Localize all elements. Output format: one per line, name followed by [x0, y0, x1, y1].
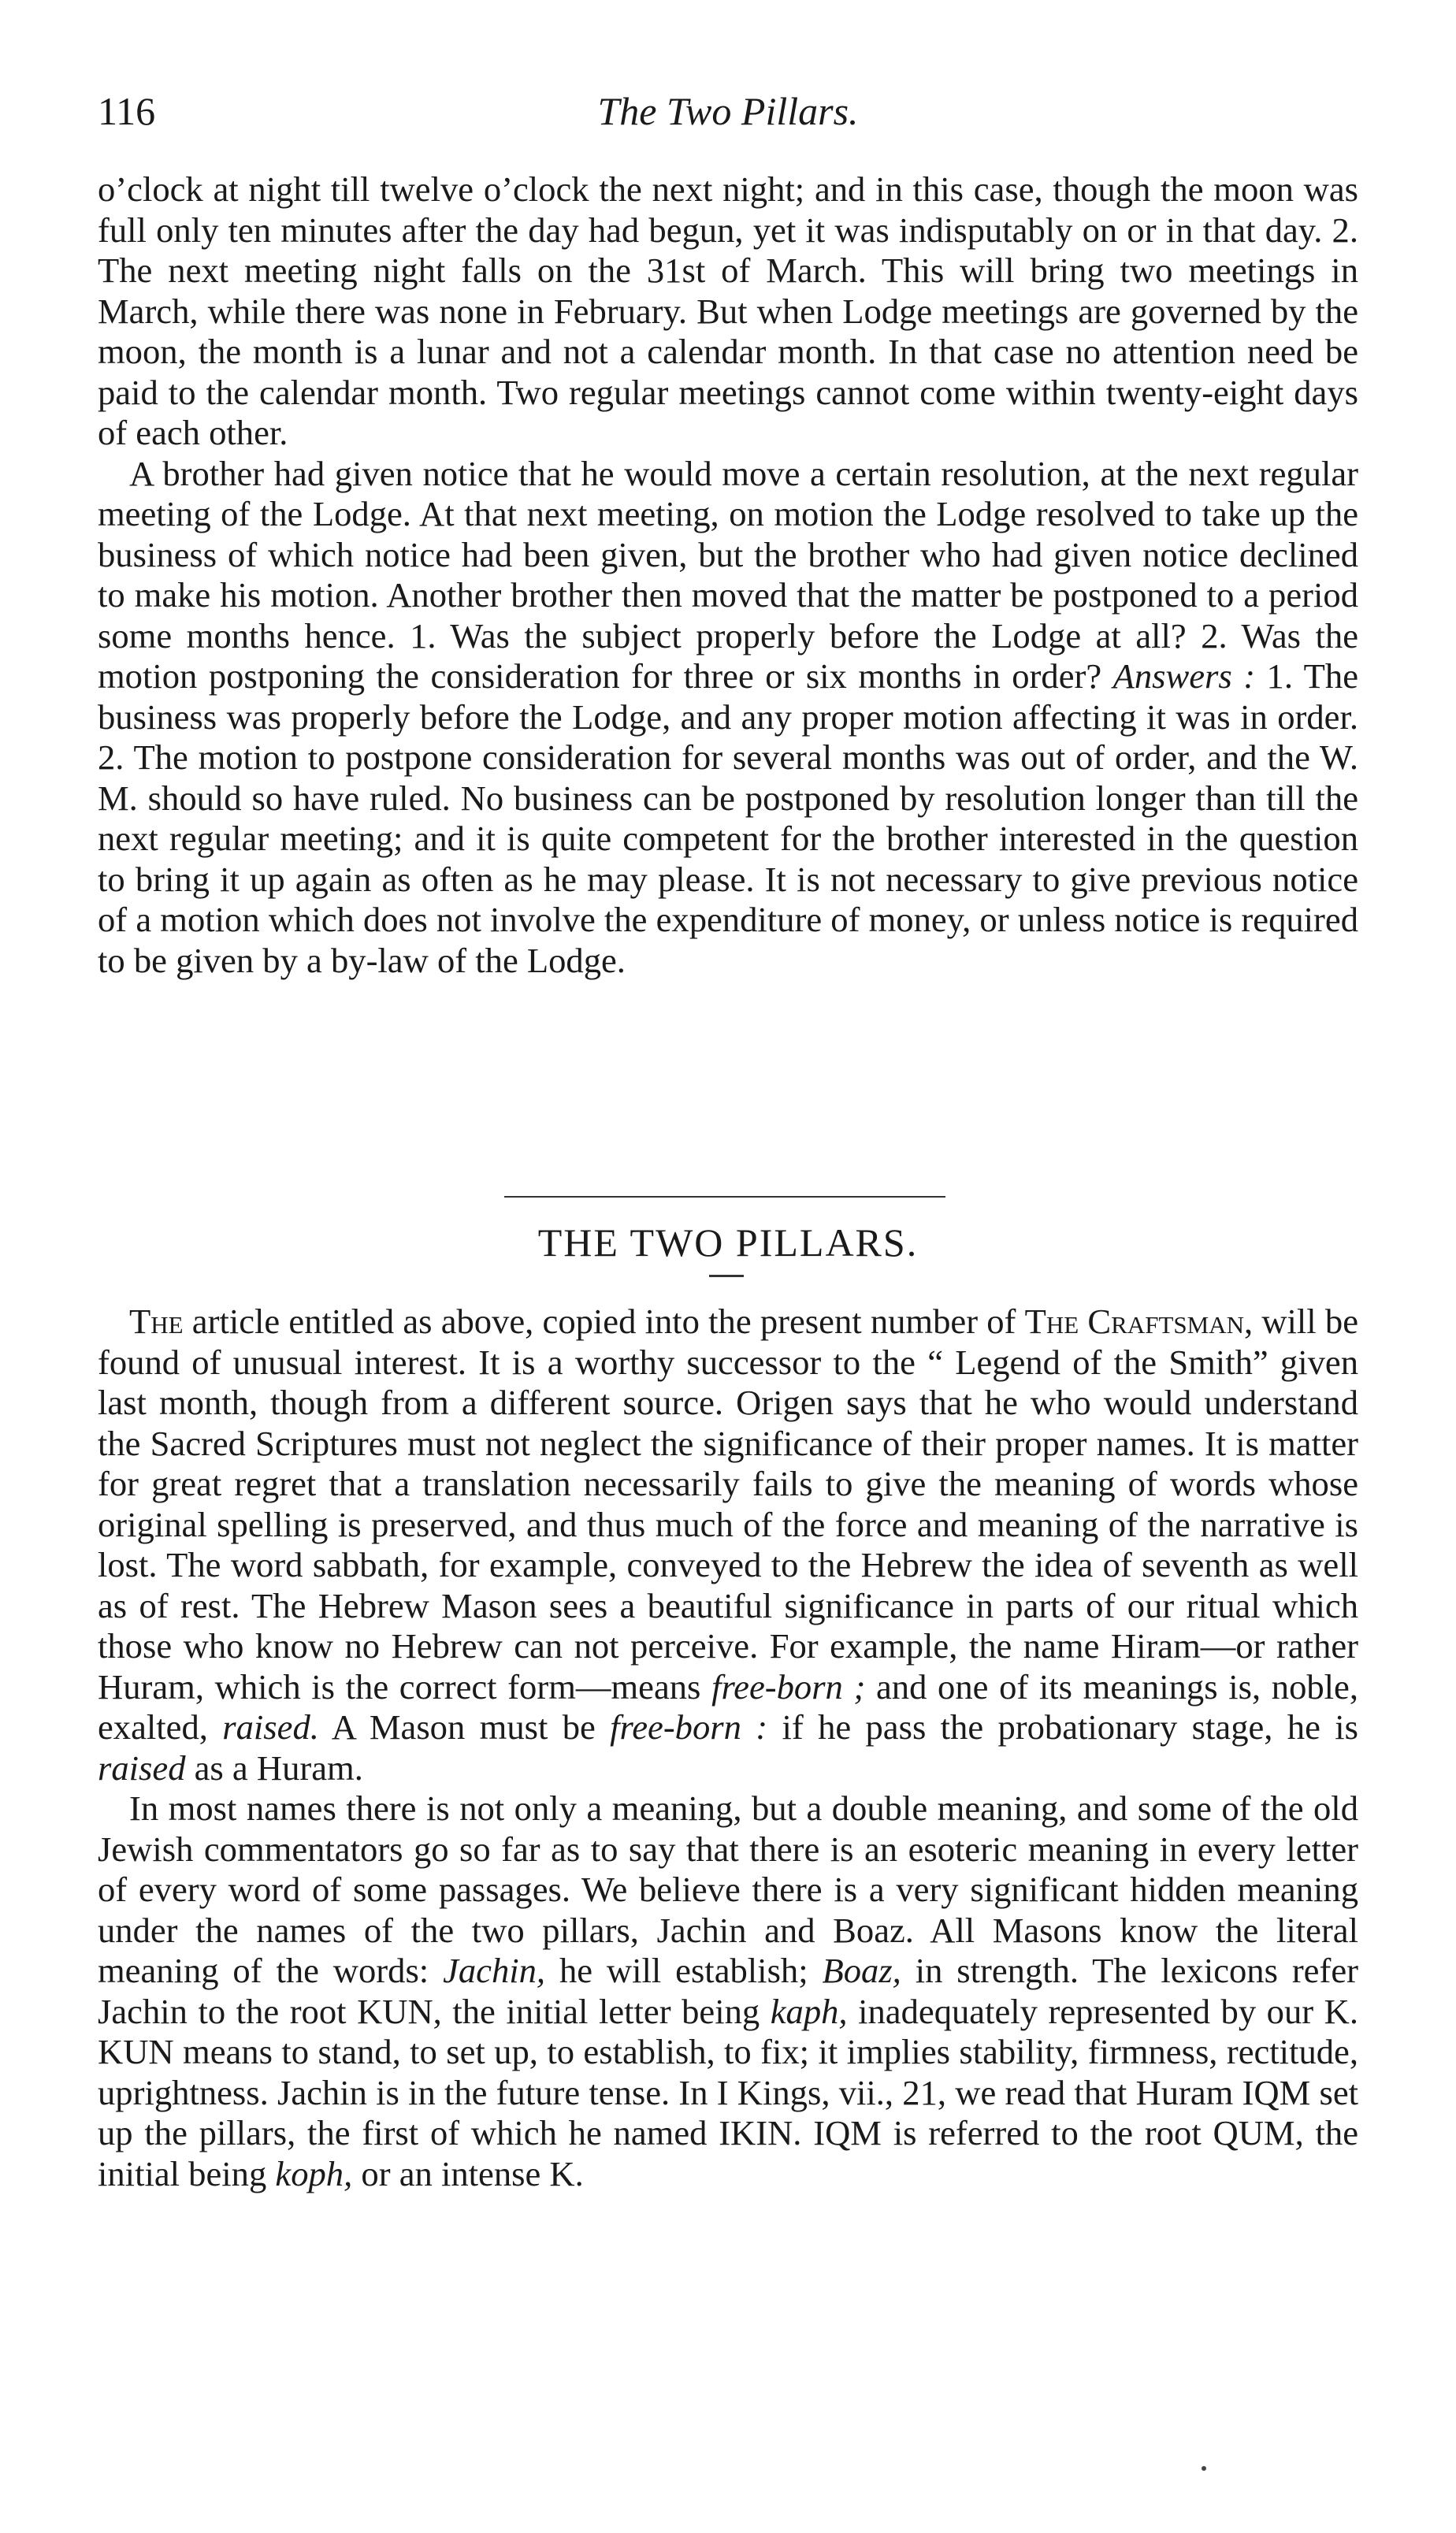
italic-term: raised: [98, 1747, 186, 1788]
paragraph-text: inadequately represented by our K. KUN means to stand, to set up, to establish, to fix; it implies stability, firmness, rectitude, uprightness. Jachin is in the future tense. In I Kings, vii., 21, we read that Huram IQM set up the pillars, the first of which he named IKIN. IQM is referred to the root QUM, the initial being: [98, 1991, 1358, 2193]
paragraph-text: and one of its meanings is, noble, exalted,: [98, 1666, 1358, 1747]
italic-term: Boaz,: [822, 1951, 901, 1990]
continued-section: [98, 169, 1358, 981]
italic-term: raised.: [222, 1707, 319, 1747]
article-body: [98, 1302, 1358, 2194]
paragraph-text: as a Huram.: [194, 1747, 363, 1788]
page-number: 116: [98, 89, 156, 133]
italic-term: koph,: [275, 2153, 353, 2193]
italic-term: free-born ;: [711, 1666, 866, 1707]
running-head: [98, 88, 1358, 151]
paragraph-text: if he pass the probationary stage, he is: [782, 1707, 1358, 1747]
print-speck: [1202, 2466, 1206, 2471]
paragraph-text: article entitled as above, copied into the present number of: [191, 1302, 1016, 1341]
paragraph-text: In most names there is not only a meaning, but a double meaning, and some of the old Jewish commentators go so far as to say that there is an esoteric meaning in every letter of every word of some passages. We believe there is a very significant hidden meaning under the names of the two pillars, Jachin and Boaz. All Masons know the literal meaning of the words:: [98, 1788, 1358, 1990]
paragraph: [98, 454, 1358, 982]
paragraph-text: o’clock at night till twelve o’clock the next night; and in this case, though the moon was full only ten minutes after the day had begun, yet it was indisputably on or in that day. 2. The next meeting night falls on the 31st of March. This will bring two meetings in March, while there was none in February. But when Lodge meetings are governed by the moon, the month is a lunar and not a calendar month. In that case no attention need be paid to the calendar month. Two regular meetings cannot come within twenty-eight days of each other.: [98, 169, 1358, 452]
article-heading: THE TWO PILLARS.: [537, 1220, 919, 1265]
paragraph: [98, 1788, 1358, 2194]
italic-term: kaph,: [770, 1991, 848, 2031]
answers-label: Answers :: [1112, 656, 1256, 696]
italic-term: free-born :: [610, 1707, 768, 1747]
paragraph-text: A brother had given notice that he would move a certain resolution, at the next regular meeting of the Lodge. At that next meeting, on motion the Lodge resolved to take up the business of which notice had been given, but the brother who had given notice declined to make his motion. Another brother then moved that the matter be postponed to a period some months hence. 1. Was the subject properly before the Lodge at all? 2. Was the motion postponing the consideration for three or six months in order?: [98, 453, 1358, 696]
paragraph: [98, 169, 1358, 454]
section-divider: [504, 1196, 945, 1198]
paragraph-text: A Mason must be: [331, 1707, 596, 1747]
paragraph-text: he will establish;: [559, 1951, 808, 1990]
lead-word: The: [129, 1302, 184, 1341]
paragraph: [98, 1302, 1358, 1788]
paragraph-text: or an intense K.: [361, 2153, 584, 2193]
running-title: The Two Pillars.: [597, 89, 859, 133]
paragraph-text: will be found of unusual interest. It is a worthy successor to the “ Legend of the Smith” given last month, though from a different source. Origen says that he who would understand the Sacred Scriptures must not neglect the significance of their proper names. It is matter for great regret that a translation necessarily fails to give the meaning of words whose original spelling is preserved, and thus much of the force and meaning of the narrative is lost. The word sabbath, for example, conveyed to the Hebrew the idea of seventh as well as of rest. The Hebrew Mason sees a beautiful significance in parts of our ritual which those who know no Hebrew can not perceive. For example, the name Hiram—or rather Huram, which is the correct form—means: [98, 1302, 1358, 1707]
italic-term: Jachin,: [443, 1951, 546, 1990]
publication-name: The Craftsman,: [1024, 1302, 1254, 1341]
paragraph-text: 1. The business was properly before the Lodge, and any proper motion affecting it was in order. 2. The motion to postpone consideration for several months was out of order, and the W. M. should so have ruled. No business can be postponed by resolution longer than till the next regular meeting; and it is quite competent for the brother interested in the question to bring it up again as often as he may please. It is not necessary to give previous notice of a motion which does not involve the expenditure of money, or unless notice is required to be given by a by-law of the Lodge.: [98, 656, 1358, 980]
heading-dash: [709, 1275, 744, 1277]
paragraph-text: in strength. The lexicons refer Jachin to the root KUN, the initial letter being: [98, 1951, 1358, 2031]
